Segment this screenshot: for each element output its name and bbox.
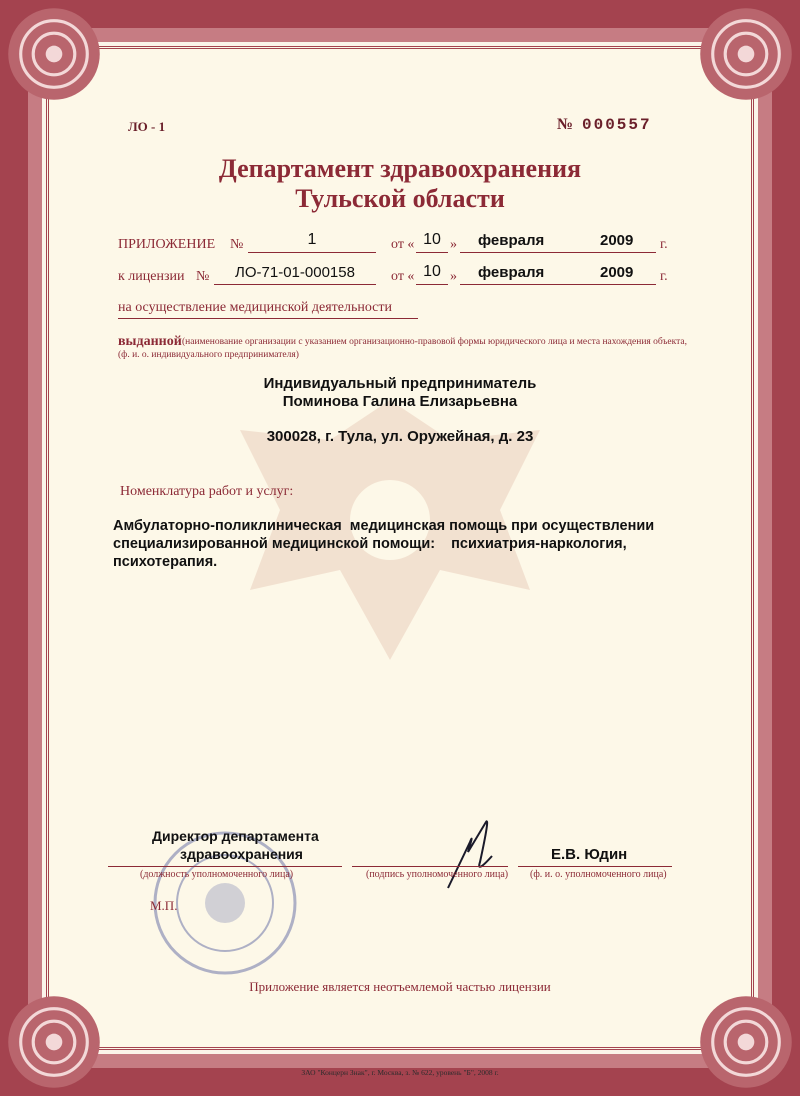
appendix-month: февраля bbox=[478, 232, 545, 249]
holder-address: 300028, г. Тула, ул. Оружейная, д. 23 bbox=[266, 428, 534, 445]
license-day-close: » bbox=[450, 269, 457, 284]
license-year: 2009 bbox=[600, 264, 634, 281]
issued-hint-person: (ф. и. о. индивидуального предпринимателя) bbox=[118, 350, 299, 360]
license-year-suffix: г. bbox=[660, 269, 668, 284]
issued-label: выданной bbox=[118, 334, 182, 349]
corner-rosette-icon bbox=[2, 990, 106, 1094]
appendix-label: ПРИЛОЖЕНИЕ bbox=[118, 237, 216, 252]
appendix-day-close: » bbox=[450, 237, 457, 252]
service-line-2: специализированной медицинской помощи: психиатрия-наркология, bbox=[113, 536, 627, 552]
printer-imprint: ЗАО "Концерн Знак", г. Москва, з. № 622, уровень "Б", 2008 г. bbox=[301, 1068, 499, 1077]
license-month: февраля bbox=[478, 264, 545, 281]
issued-hint: (наименование организации с указанием организационно-правовой формы юридического лица и места нахождения объекта, bbox=[182, 337, 687, 347]
corner-rosette-icon bbox=[2, 2, 106, 106]
service-line-1: Амбулаторно-поликлиническая медицинская помощь при осуществлении bbox=[113, 518, 655, 534]
issuer-title: Департамент здравоохранения bbox=[218, 154, 582, 183]
appendix-year-suffix: г. bbox=[660, 237, 668, 252]
license-day: 10 bbox=[423, 263, 441, 280]
form-code: ЛО - 1 bbox=[128, 119, 166, 134]
signer-position-line2: здравоохранения bbox=[180, 846, 303, 862]
nomenclature-label: Номенклатура работ и услуг: bbox=[120, 484, 294, 499]
license-number: ЛО-71-01-000158 bbox=[235, 264, 355, 281]
signature-hint: (подпись уполномоченного лица) bbox=[366, 869, 509, 880]
handwritten-signature-icon bbox=[440, 812, 520, 892]
appendix-from: от « bbox=[391, 237, 415, 252]
document-number: 000557 bbox=[582, 116, 652, 134]
signer-name: Е.В. Юдин bbox=[551, 846, 628, 863]
license-from: от « bbox=[391, 269, 415, 284]
holder-type: Индивидуальный предприниматель bbox=[263, 375, 537, 392]
footer-note: Приложение является неотъемлемой частью лицензии bbox=[249, 979, 551, 994]
issuer-region: Тульской области bbox=[295, 184, 505, 213]
signer-position-line1: Директор департамента bbox=[152, 828, 319, 844]
position-hint: (должность уполномоченного лица) bbox=[140, 869, 294, 880]
license-num-label: № bbox=[196, 269, 210, 284]
license-purpose: на осуществление медицинской деятельности bbox=[118, 300, 393, 315]
corner-rosette-icon bbox=[694, 990, 798, 1094]
appendix-num-label: № bbox=[230, 237, 244, 252]
appendix-year: 2009 bbox=[600, 232, 634, 249]
number-label: № bbox=[557, 116, 574, 133]
stamp-placeholder-label: М.П. bbox=[150, 898, 178, 913]
appendix-day: 10 bbox=[423, 231, 441, 248]
license-label: к лицензии bbox=[118, 269, 185, 284]
name-hint: (ф. и. о. уполномоченного лица) bbox=[530, 869, 667, 880]
holder-name: Поминова Галина Елизарьевна bbox=[282, 393, 518, 410]
corner-rosette-icon bbox=[694, 2, 798, 106]
service-line-3: психотерапия. bbox=[113, 554, 218, 570]
appendix-number: 1 bbox=[307, 231, 317, 248]
